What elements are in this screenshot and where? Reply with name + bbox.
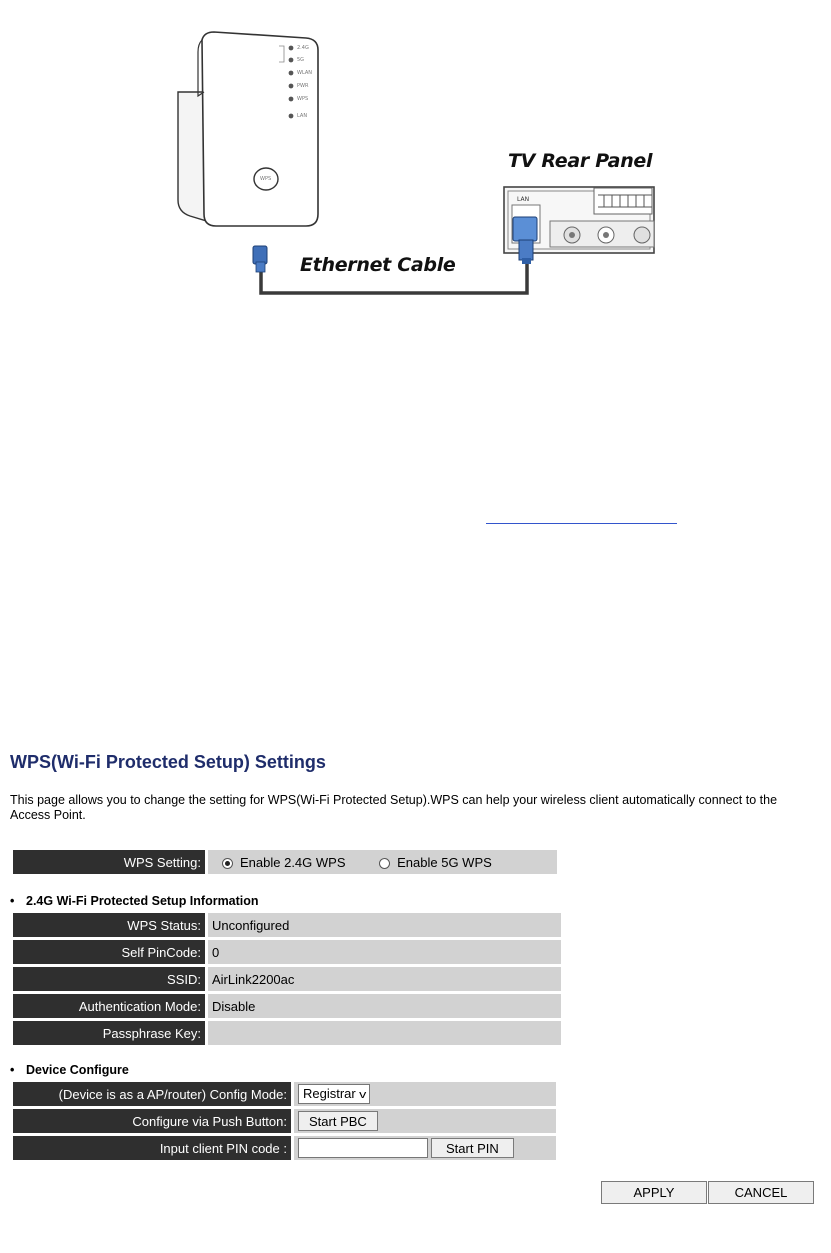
ssid-value: AirLink2200ac: [205, 967, 561, 994]
info-section-title: 2.4G Wi-Fi Protected Setup Information: [26, 894, 259, 908]
enable-5g-wps-option[interactable]: [379, 855, 492, 870]
table-row: [13, 1136, 556, 1163]
cancel-button[interactable]: CANCEL: [708, 1181, 814, 1204]
push-button-cell: [291, 1109, 556, 1136]
device-section-heading: [10, 1063, 129, 1077]
client-pin-input[interactable]: [298, 1138, 428, 1158]
wps-setting-table: [13, 850, 557, 877]
led-label-wlan: WLAN: [297, 70, 313, 76]
bullet-icon: •: [10, 894, 15, 908]
tv-rear-panel-label: TV Rear Panel: [508, 150, 653, 172]
table-row: [13, 1082, 556, 1109]
device-config-table: [13, 1082, 556, 1163]
self-pincode-label: Self PinCode:: [13, 940, 205, 967]
bullet-icon: •: [10, 1063, 15, 1077]
enable-24g-wps-option[interactable]: [222, 855, 346, 870]
start-pbc-button[interactable]: Start PBC: [298, 1111, 378, 1131]
passphrase-key-label: Passphrase Key:: [13, 1021, 205, 1048]
device-wps-button-label: WPS: [260, 176, 272, 182]
client-pin-cell: [291, 1136, 556, 1163]
enable-24g-wps-label: Enable 2.4G WPS: [240, 854, 346, 870]
page-description: This page allows you to change the setting for WPS(Wi-Fi Protected Setup).WPS can help your wireless client automatically connect to the Access Point.: [10, 793, 778, 822]
page-title: WPS(Wi-Fi Protected Setup) Settings: [10, 752, 326, 772]
led-label-5g: 5G: [297, 57, 305, 63]
wps-setting-label: WPS Setting:: [13, 850, 205, 877]
form-actions: [601, 1181, 814, 1204]
led-label-pwr: PWR: [297, 83, 309, 89]
table-row: [13, 913, 561, 940]
wps-status-value: Unconfigured: [205, 913, 561, 940]
apply-button[interactable]: APPLY: [601, 1181, 707, 1204]
self-pincode-value: 0: [205, 940, 561, 967]
ssid-label: SSID:: [13, 967, 205, 994]
wps-setting-value: [205, 850, 557, 877]
client-pin-label: Input client PIN code :: [13, 1136, 291, 1163]
config-mode-cell: [291, 1082, 556, 1109]
push-button-label: Configure via Push Button:: [13, 1109, 291, 1136]
chevron-down-icon: v: [358, 1089, 367, 1101]
wps-status-label: WPS Status:: [13, 913, 205, 940]
table-row: [13, 940, 561, 967]
table-row: [13, 994, 561, 1021]
enable-5g-wps-label: Enable 5G WPS: [397, 854, 492, 870]
radio-unselected-icon[interactable]: [379, 858, 390, 869]
config-mode-label: (Device is as a AP/router) Config Mode:: [13, 1082, 291, 1109]
connection-diagram: [0, 0, 831, 320]
tv-port-label: LAN: [517, 196, 530, 203]
authentication-mode-label: Authentication Mode:: [13, 994, 205, 1021]
led-label-wps: WPS: [297, 96, 309, 102]
led-label-24g: 2.4G: [297, 45, 309, 51]
info-section-heading: [10, 894, 259, 908]
table-row: [13, 1021, 561, 1048]
radio-selected-icon[interactable]: [222, 858, 233, 869]
ethernet-cable-label: Ethernet Cable: [300, 254, 456, 276]
config-mode-selected: Registrar: [303, 1086, 356, 1101]
wps-info-table: [13, 913, 561, 1048]
start-pin-button[interactable]: Start PIN: [431, 1138, 514, 1158]
hyperlink-underline[interactable]: [486, 523, 677, 524]
authentication-mode-value: Disable: [205, 994, 561, 1021]
device-section-title: Device Configure: [26, 1063, 129, 1077]
wps-setting-row: [13, 850, 557, 877]
table-row: [13, 967, 561, 994]
table-row: [13, 1109, 556, 1136]
passphrase-key-value: [205, 1021, 561, 1048]
led-label-lan: LAN: [297, 113, 308, 119]
config-mode-select[interactable]: [298, 1084, 370, 1104]
